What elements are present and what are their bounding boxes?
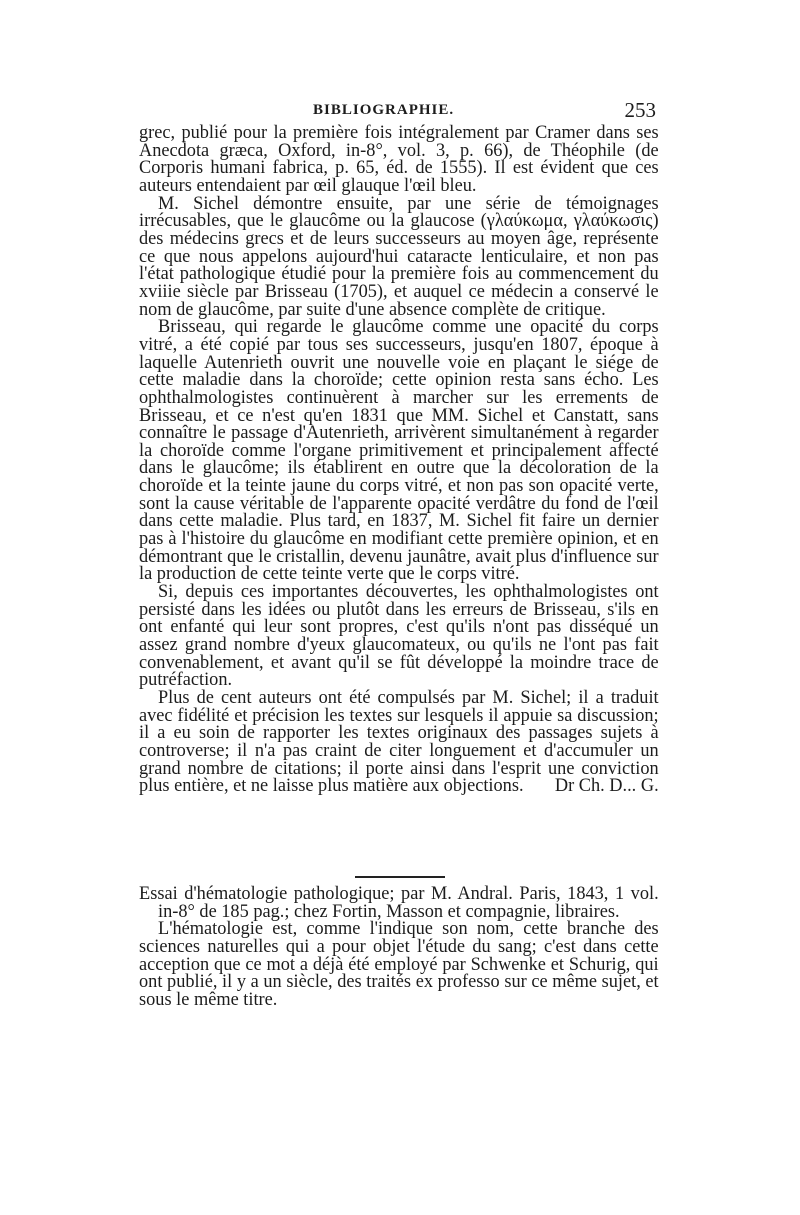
review-body: L'hématologie est, comme l'indique son nom, cette branche des sciences naturelles qui a pour objet l'étude du sang; c'est dans cette acception que ce mot a déjà été employé par Schwenke et Schurig, qui ont publié, il y a un siècle, des traités ex professo sur ce même sujet, et sous le même titre. [139,918,659,1010]
paragraph: Plus de cent auteurs ont été compulsés par M. Sichel; il a traduit avec fidélité et précision les textes sur lesquels il appuie sa discussion; il a eu soin de rapporter les textes originaux des passages sujets à controverse; il n'a pas craint de citer longuement et d'accumuler un grand nombre de citations; il porte ainsi dans l'esprit une conviction plus entière, et ne laisse plus matière aux objections. [139,687,659,797]
body-text [139,124,659,795]
paragraph-continuation: grec, publié pour la première fois intégralement par Cramer dans ses Anecdota græca, Oxford, in-8°, vol. 3, p. 66), de Théophile (de Corporis humani fabrica, p. 65, éd. de 1555). Il est évident que ces auteurs entendaient par œil glauque l'œil bleu. [139,122,659,196]
review-heading: Essai d'hématologie pathologique; par M. Andral. Paris, 1843, 1 vol. in-8° de 185 pag.; chez Fortin, Masson et compagnie, libraires. [139,883,659,922]
paragraph: M. Sichel démontre ensuite, par une série de témoignages irrécusables, que le glaucôme ou la glaucose (γλαύκωμα, γλαύκωσις) des médecins grecs et de leurs successeurs au moyen âge, représente ce que nous appelons aujourd'hui cataracte lenticulaire, et non pas l'état pathologique étudié pour la première fois au commencement du xviiie siècle par Brisseau (1705), et auquel ce médecin a conservé le nom de glaucôme, par suite d'une absence complète de critique. [139,192,659,320]
section-divider [355,876,445,878]
paragraph: Si, depuis ces importantes découvertes, les ophthalmologistes ont persisté dans les idées ou plutôt dans les erreurs de Brisseau, s'ils en ont enfanté qui leur sont propres, c'est qu'ils n'ont pas disséqué un assez grand nombre d'yeux glaucomateux, ou qu'ils ne l'ont pas fait convenablement, et avant qu'il se fût développé la moindre trace de putréfaction. [139,581,659,691]
review-section [139,885,659,1009]
running-title: BIBLIOGRAPHIE. [313,102,455,118]
running-head [143,98,658,124]
page-number: 253 [624,98,656,122]
author-signature: Dr Ch. D... G. [554,775,659,797]
paragraph: Brisseau, qui regarde le glaucôme comme une opacité du corps vitré, a été copié par tous ses successeurs, jusqu'en 1807, époque à laquelle Autenrieth ouvrit une nouvelle voie en plaçant le siége de cette maladie dans la choroïde; cette opinion resta sans écho. Les ophthalmologistes continuèrent à marcher sur les errements de Brisseau, et ce n'est qu'en 1831 que MM. Sichel et Canstatt, sans connaître le passage d'Autenrieth, arrivèrent simultanément à regarder la choroïde comme l'organe primitivement et principalement affecté dans le glaucôme; ils établirent en outre que la décoloration de la choroïde et la teinte jaune du corps vitré, et non pas son opacité verte, sont la cause véritable de l'apparente opacité verdâtre du fond de l'œil dans cette maladie. Plus tard, en 1837, M. Sichel fit faire un dernier pas à l'histoire du glaucôme en modifiant cette première opinion, et en démontrant que le cristallin, devenu jaunâtre, avait plus d'influence sur la production de cette teinte verte que le corps vitré. [139,316,659,585]
